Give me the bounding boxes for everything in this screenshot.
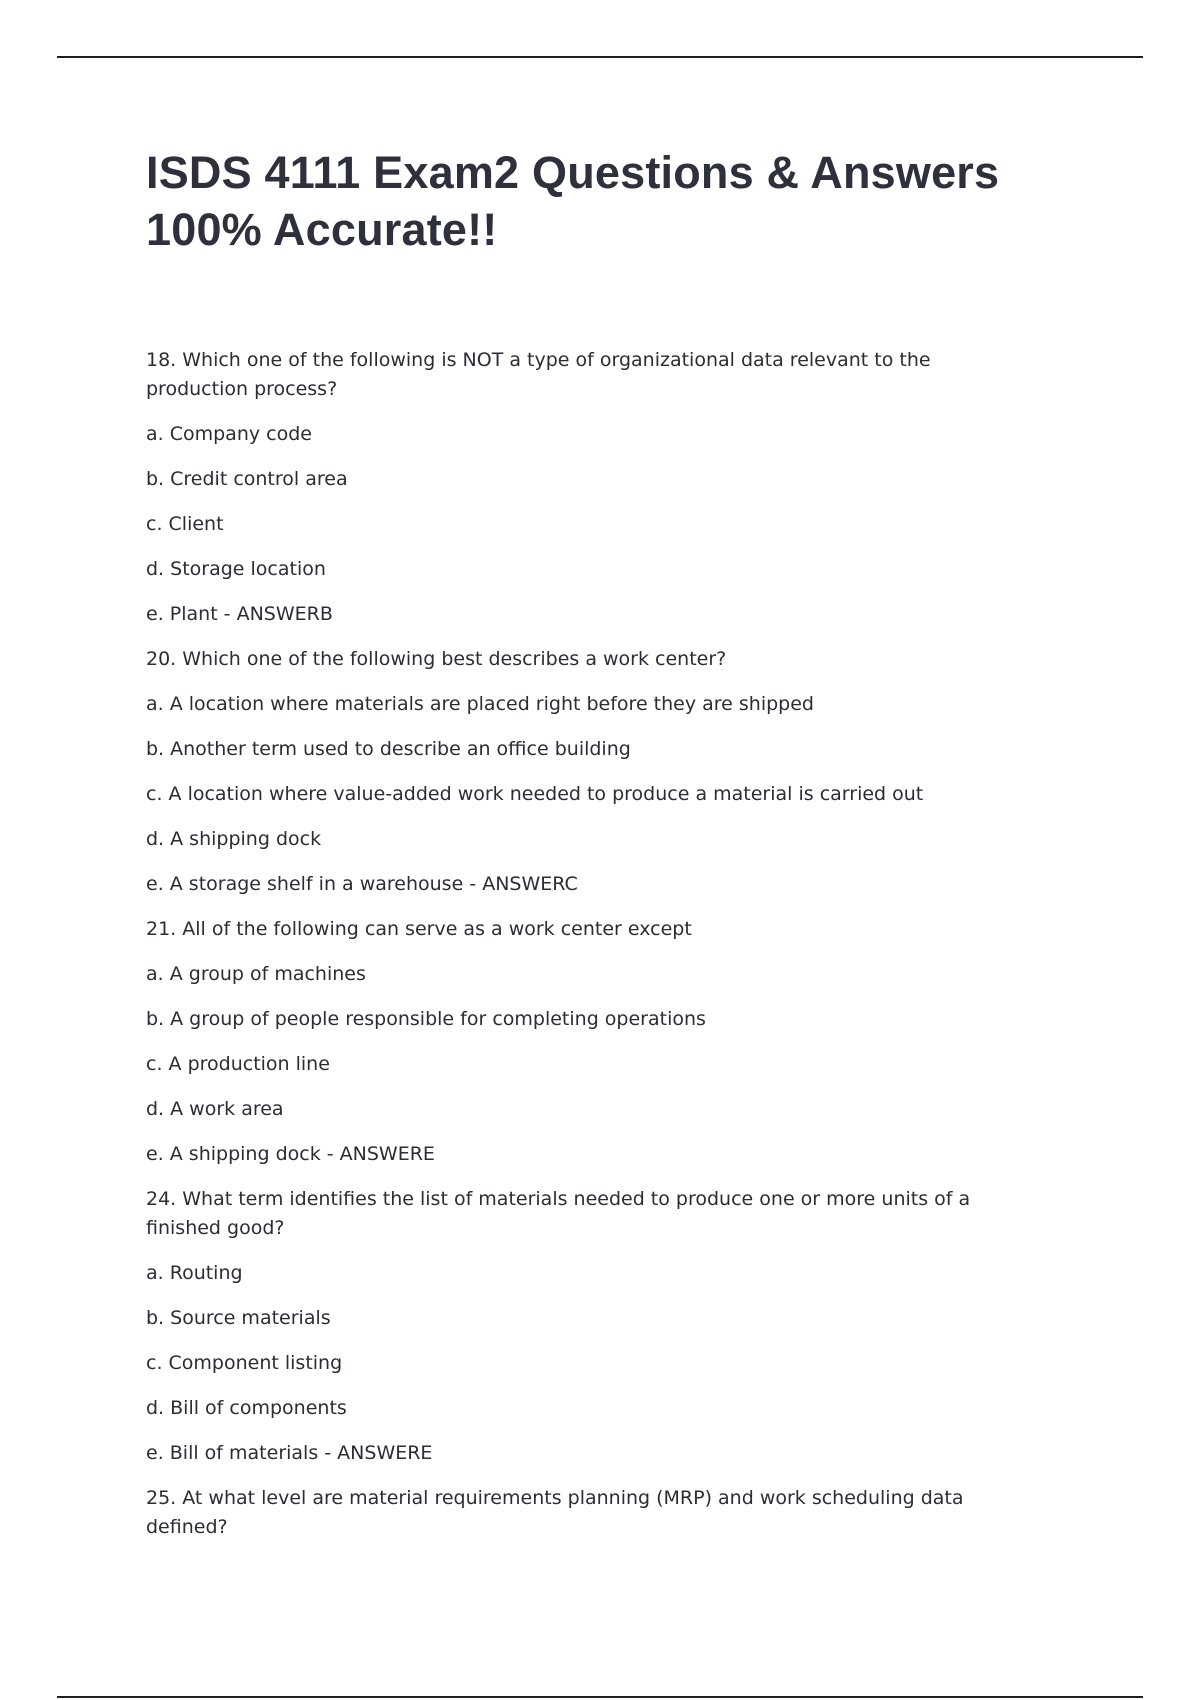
answer-option: c. Client xyxy=(146,513,224,535)
answer-option: b. Credit control area xyxy=(146,468,348,490)
answer-option: a. Routing xyxy=(146,1262,243,1284)
answer-option: d. A work area xyxy=(146,1098,284,1120)
question-text: 20. Which one of the following best describes a work center? xyxy=(146,648,727,670)
answer-option: d. Bill of components xyxy=(146,1397,347,1419)
answer-option: a. Company code xyxy=(146,423,312,445)
document-title: ISDS 4111 Exam2 Questions & Answers 100% Accurate!! xyxy=(146,147,1000,255)
question-list xyxy=(146,346,1026,1558)
question-text: 21. All of the following can serve as a work center except xyxy=(146,918,692,940)
top-divider xyxy=(57,56,1143,58)
bottom-divider xyxy=(57,1696,1143,1698)
answer-option: e. Plant - ANSWERB xyxy=(146,603,333,625)
answer-option: c. A production line xyxy=(146,1053,330,1075)
question-text: 25. At what level are material requirements planning (MRP) and work scheduling data defined? xyxy=(146,1487,964,1538)
answer-option: b. Another term used to describe an office building xyxy=(146,738,631,760)
question-text: 24. What term identifies the list of materials needed to produce one or more units of a finished good? xyxy=(146,1188,971,1239)
answer-option: e. A shipping dock - ANSWERE xyxy=(146,1143,435,1165)
answer-option: c. Component listing xyxy=(146,1352,343,1374)
answer-option: b. Source materials xyxy=(146,1307,331,1329)
answer-option: d. Storage location xyxy=(146,558,326,580)
answer-option: a. A location where materials are placed right before they are shipped xyxy=(146,693,814,715)
answer-option: c. A location where value-added work needed to produce a material is carried out xyxy=(146,783,924,805)
answer-option: a. A group of machines xyxy=(146,963,366,985)
answer-option: b. A group of people responsible for completing operations xyxy=(146,1008,706,1030)
answer-option: d. A shipping dock xyxy=(146,828,322,850)
answer-option: e. A storage shelf in a warehouse - ANSWERC xyxy=(146,873,578,895)
answer-option: e. Bill of materials - ANSWERE xyxy=(146,1442,433,1464)
question-text: 18. Which one of the following is NOT a type of organizational data relevant to the production process? xyxy=(146,349,931,400)
